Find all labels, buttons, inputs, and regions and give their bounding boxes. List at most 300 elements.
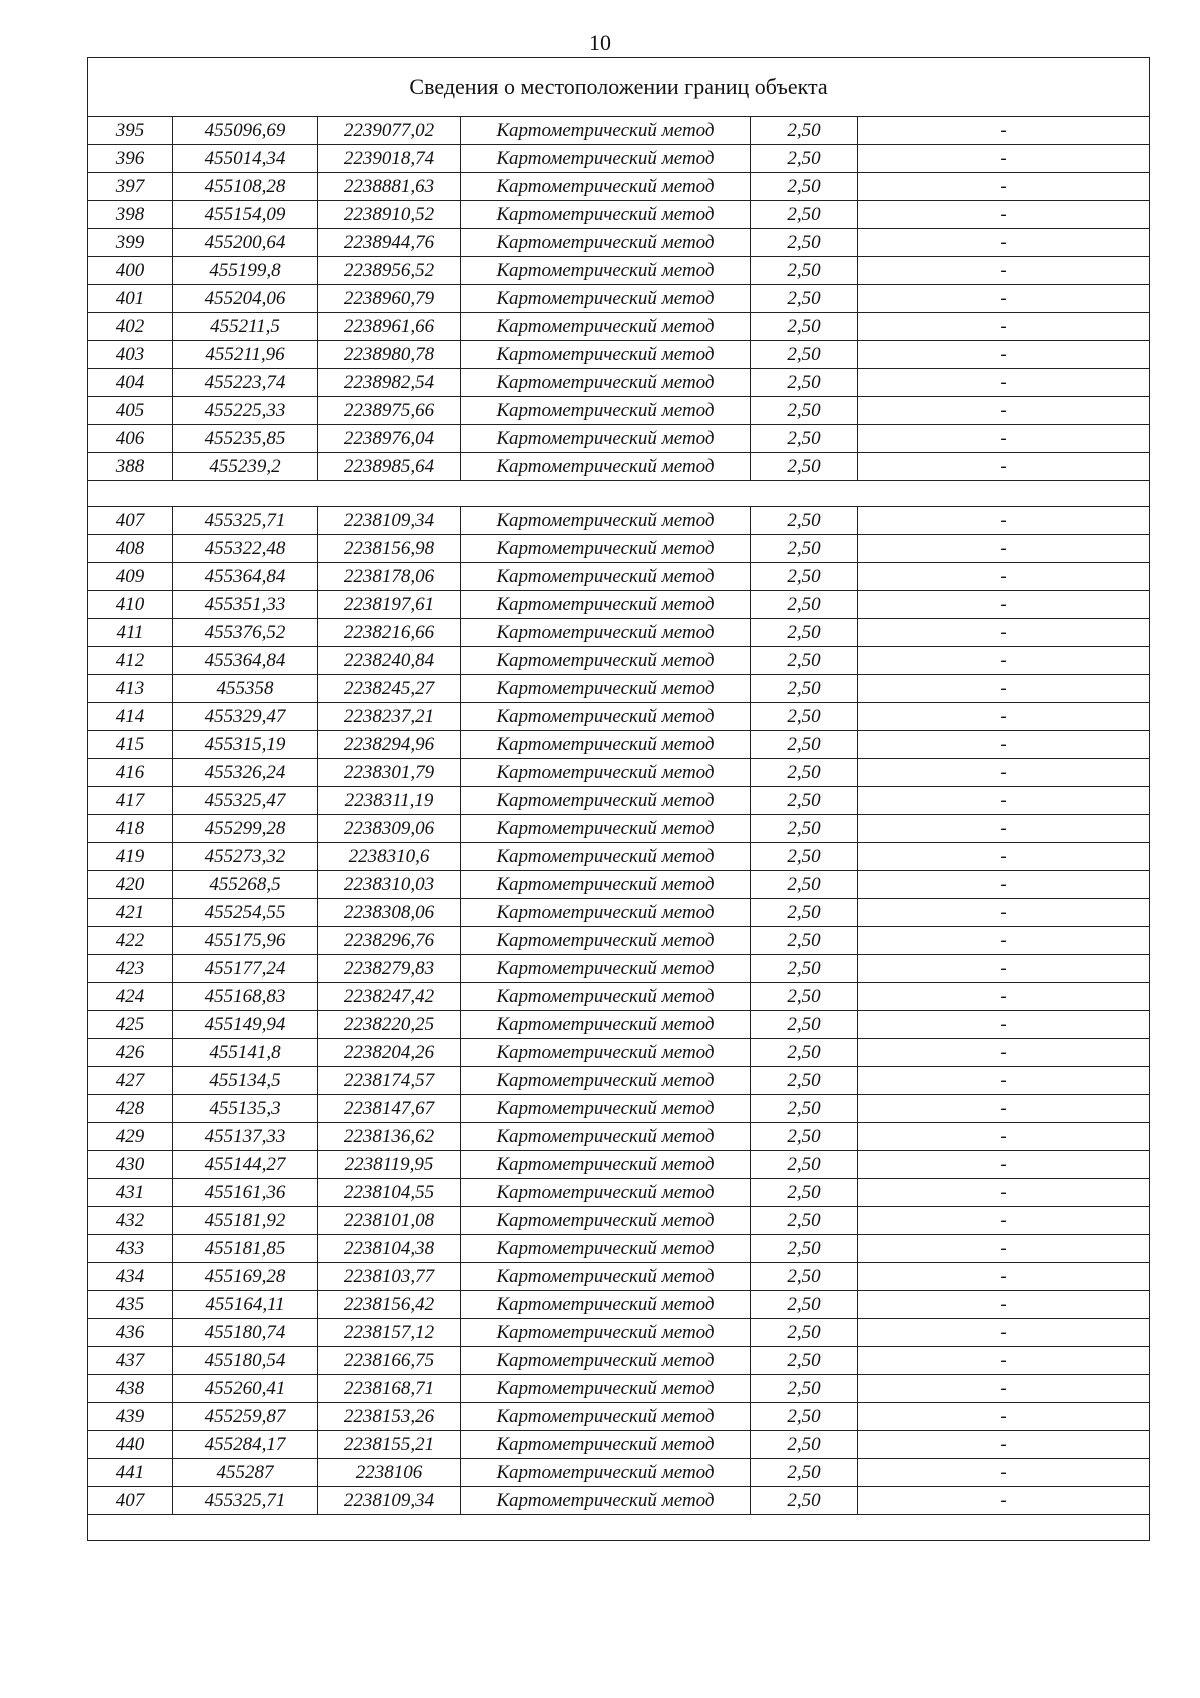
accuracy-cell: 2,50 [751, 453, 858, 481]
method-cell: Картометрический метод [461, 591, 751, 619]
x-coordinate-cell: 455364,84 [173, 563, 318, 591]
group-separator-cell [88, 481, 1150, 507]
y-coordinate-cell: 2238216,66 [318, 619, 461, 647]
point-number-cell: 397 [88, 173, 173, 201]
accuracy-cell: 2,50 [751, 285, 858, 313]
note-cell: - [858, 313, 1150, 341]
method-cell: Картометрический метод [461, 1151, 751, 1179]
method-cell: Картометрический метод [461, 703, 751, 731]
y-coordinate-cell: 2238279,83 [318, 955, 461, 983]
table-end-cell [88, 1515, 1150, 1541]
table-end-row [88, 1515, 1150, 1541]
accuracy-cell: 2,50 [751, 1319, 858, 1347]
note-cell: - [858, 507, 1150, 535]
note-cell: - [858, 591, 1150, 619]
x-coordinate-cell: 455329,47 [173, 703, 318, 731]
method-cell: Картометрический метод [461, 117, 751, 145]
method-cell: Картометрический метод [461, 843, 751, 871]
note-cell: - [858, 899, 1150, 927]
accuracy-cell: 2,50 [751, 201, 858, 229]
table-row [88, 647, 1150, 675]
y-coordinate-cell: 2238944,76 [318, 229, 461, 257]
table-row [88, 927, 1150, 955]
accuracy-cell: 2,50 [751, 983, 858, 1011]
note-cell: - [858, 257, 1150, 285]
method-cell: Картометрический метод [461, 899, 751, 927]
accuracy-cell: 2,50 [751, 173, 858, 201]
x-coordinate-cell: 455175,96 [173, 927, 318, 955]
y-coordinate-cell: 2238956,52 [318, 257, 461, 285]
x-coordinate-cell: 455315,19 [173, 731, 318, 759]
method-cell: Картометрический метод [461, 647, 751, 675]
point-number-cell: 422 [88, 927, 173, 955]
table-row [88, 369, 1150, 397]
point-number-cell: 403 [88, 341, 173, 369]
table-row [88, 173, 1150, 201]
x-coordinate-cell: 455096,69 [173, 117, 318, 145]
accuracy-cell: 2,50 [751, 1403, 858, 1431]
method-cell: Картометрический метод [461, 1039, 751, 1067]
method-cell: Картометрический метод [461, 341, 751, 369]
note-cell: - [858, 341, 1150, 369]
accuracy-cell: 2,50 [751, 1375, 858, 1403]
note-cell: - [858, 1095, 1150, 1123]
y-coordinate-cell: 2238296,76 [318, 927, 461, 955]
y-coordinate-cell: 2238104,38 [318, 1235, 461, 1263]
point-number-cell: 409 [88, 563, 173, 591]
x-coordinate-cell: 455284,17 [173, 1431, 318, 1459]
point-number-cell: 401 [88, 285, 173, 313]
method-cell: Картометрический метод [461, 229, 751, 257]
method-cell: Картометрический метод [461, 1403, 751, 1431]
x-coordinate-cell: 455181,85 [173, 1235, 318, 1263]
method-cell: Картометрический метод [461, 1431, 751, 1459]
note-cell: - [858, 815, 1150, 843]
point-number-cell: 423 [88, 955, 173, 983]
accuracy-cell: 2,50 [751, 619, 858, 647]
accuracy-cell: 2,50 [751, 1291, 858, 1319]
table-row [88, 257, 1150, 285]
note-cell: - [858, 871, 1150, 899]
table-row [88, 1375, 1150, 1403]
accuracy-cell: 2,50 [751, 1095, 858, 1123]
accuracy-cell: 2,50 [751, 1151, 858, 1179]
method-cell: Картометрический метод [461, 173, 751, 201]
method-cell: Картометрический метод [461, 759, 751, 787]
method-cell: Картометрический метод [461, 453, 751, 481]
table-row [88, 1403, 1150, 1431]
x-coordinate-cell: 455200,64 [173, 229, 318, 257]
method-cell: Картометрический метод [461, 1095, 751, 1123]
point-number-cell: 435 [88, 1291, 173, 1319]
table-row [88, 1347, 1150, 1375]
method-cell: Картометрический метод [461, 619, 751, 647]
accuracy-cell: 2,50 [751, 815, 858, 843]
x-coordinate-cell: 455180,74 [173, 1319, 318, 1347]
accuracy-cell: 2,50 [751, 369, 858, 397]
method-cell: Картометрический метод [461, 535, 751, 563]
y-coordinate-cell: 2238166,75 [318, 1347, 461, 1375]
table-row [88, 1487, 1150, 1515]
method-cell: Картометрический метод [461, 507, 751, 535]
table-row [88, 453, 1150, 481]
note-cell: - [858, 1459, 1150, 1487]
point-number-cell: 396 [88, 145, 173, 173]
point-number-cell: 415 [88, 731, 173, 759]
table-row [88, 815, 1150, 843]
point-number-cell: 436 [88, 1319, 173, 1347]
point-number-cell: 407 [88, 1487, 173, 1515]
note-cell: - [858, 397, 1150, 425]
boundary-coordinates-table [87, 57, 1150, 1541]
x-coordinate-cell: 455223,74 [173, 369, 318, 397]
note-cell: - [858, 703, 1150, 731]
point-number-cell: 408 [88, 535, 173, 563]
method-cell: Картометрический метод [461, 983, 751, 1011]
x-coordinate-cell: 455180,54 [173, 1347, 318, 1375]
note-cell: - [858, 425, 1150, 453]
accuracy-cell: 2,50 [751, 1431, 858, 1459]
x-coordinate-cell: 455268,5 [173, 871, 318, 899]
point-number-cell: 437 [88, 1347, 173, 1375]
note-cell: - [858, 1431, 1150, 1459]
note-cell: - [858, 1179, 1150, 1207]
note-cell: - [858, 1375, 1150, 1403]
accuracy-cell: 2,50 [751, 787, 858, 815]
point-number-cell: 398 [88, 201, 173, 229]
method-cell: Картометрический метод [461, 1011, 751, 1039]
note-cell: - [858, 201, 1150, 229]
accuracy-cell: 2,50 [751, 425, 858, 453]
table-row [88, 397, 1150, 425]
note-cell: - [858, 759, 1150, 787]
table-row [88, 313, 1150, 341]
note-cell: - [858, 647, 1150, 675]
accuracy-cell: 2,50 [751, 257, 858, 285]
method-cell: Картометрический метод [461, 731, 751, 759]
note-cell: - [858, 145, 1150, 173]
x-coordinate-cell: 455141,8 [173, 1039, 318, 1067]
x-coordinate-cell: 455325,47 [173, 787, 318, 815]
table-row [88, 535, 1150, 563]
method-cell: Картометрический метод [461, 1347, 751, 1375]
point-number-cell: 425 [88, 1011, 173, 1039]
point-number-cell: 426 [88, 1039, 173, 1067]
y-coordinate-cell: 2238109,34 [318, 1487, 461, 1515]
point-number-cell: 432 [88, 1207, 173, 1235]
y-coordinate-cell: 2238982,54 [318, 369, 461, 397]
note-cell: - [858, 1123, 1150, 1151]
table-row [88, 145, 1150, 173]
note-cell: - [858, 731, 1150, 759]
note-cell: - [858, 1207, 1150, 1235]
accuracy-cell: 2,50 [751, 731, 858, 759]
note-cell: - [858, 619, 1150, 647]
accuracy-cell: 2,50 [751, 1459, 858, 1487]
x-coordinate-cell: 455211,5 [173, 313, 318, 341]
accuracy-cell: 2,50 [751, 1179, 858, 1207]
y-coordinate-cell: 2238975,66 [318, 397, 461, 425]
table-row [88, 955, 1150, 983]
table-body [88, 58, 1150, 1541]
method-cell: Картометрический метод [461, 1123, 751, 1151]
accuracy-cell: 2,50 [751, 1347, 858, 1375]
x-coordinate-cell: 455137,33 [173, 1123, 318, 1151]
accuracy-cell: 2,50 [751, 675, 858, 703]
y-coordinate-cell: 2238156,42 [318, 1291, 461, 1319]
method-cell: Картометрический метод [461, 1459, 751, 1487]
table-row [88, 843, 1150, 871]
y-coordinate-cell: 2238910,52 [318, 201, 461, 229]
y-coordinate-cell: 2238309,06 [318, 815, 461, 843]
accuracy-cell: 2,50 [751, 229, 858, 257]
point-number-cell: 428 [88, 1095, 173, 1123]
accuracy-cell: 2,50 [751, 117, 858, 145]
y-coordinate-cell: 2238310,03 [318, 871, 461, 899]
table-row [88, 117, 1150, 145]
point-number-cell: 429 [88, 1123, 173, 1151]
y-coordinate-cell: 2238960,79 [318, 285, 461, 313]
accuracy-cell: 2,50 [751, 927, 858, 955]
y-coordinate-cell: 2238204,26 [318, 1039, 461, 1067]
note-cell: - [858, 1067, 1150, 1095]
y-coordinate-cell: 2238119,95 [318, 1151, 461, 1179]
point-number-cell: 406 [88, 425, 173, 453]
accuracy-cell: 2,50 [751, 563, 858, 591]
accuracy-cell: 2,50 [751, 843, 858, 871]
x-coordinate-cell: 455287 [173, 1459, 318, 1487]
x-coordinate-cell: 455144,27 [173, 1151, 318, 1179]
table-row [88, 1431, 1150, 1459]
x-coordinate-cell: 455299,28 [173, 815, 318, 843]
note-cell: - [858, 843, 1150, 871]
method-cell: Картометрический метод [461, 563, 751, 591]
table-row [88, 1151, 1150, 1179]
y-coordinate-cell: 2238237,21 [318, 703, 461, 731]
y-coordinate-cell: 2238310,6 [318, 843, 461, 871]
table-row [88, 1067, 1150, 1095]
x-coordinate-cell: 455169,28 [173, 1263, 318, 1291]
x-coordinate-cell: 455259,87 [173, 1403, 318, 1431]
point-number-cell: 400 [88, 257, 173, 285]
accuracy-cell: 2,50 [751, 341, 858, 369]
y-coordinate-cell: 2238155,21 [318, 1431, 461, 1459]
table-row [88, 201, 1150, 229]
y-coordinate-cell: 2238168,71 [318, 1375, 461, 1403]
table-row [88, 1319, 1150, 1347]
table-row [88, 983, 1150, 1011]
y-coordinate-cell: 2238240,84 [318, 647, 461, 675]
table-title-row [88, 58, 1150, 117]
y-coordinate-cell: 2238980,78 [318, 341, 461, 369]
method-cell: Картометрический метод [461, 1235, 751, 1263]
table-row [88, 1039, 1150, 1067]
x-coordinate-cell: 455325,71 [173, 1487, 318, 1515]
table-title: Сведения о местоположении границ объекта [88, 58, 1150, 117]
point-number-cell: 417 [88, 787, 173, 815]
method-cell: Картометрический метод [461, 927, 751, 955]
accuracy-cell: 2,50 [751, 507, 858, 535]
point-number-cell: 424 [88, 983, 173, 1011]
x-coordinate-cell: 455181,92 [173, 1207, 318, 1235]
table-row [88, 425, 1150, 453]
x-coordinate-cell: 455254,55 [173, 899, 318, 927]
x-coordinate-cell: 455364,84 [173, 647, 318, 675]
x-coordinate-cell: 455199,8 [173, 257, 318, 285]
method-cell: Картометрический метод [461, 1207, 751, 1235]
method-cell: Картометрический метод [461, 1291, 751, 1319]
accuracy-cell: 2,50 [751, 1487, 858, 1515]
table-row [88, 1263, 1150, 1291]
note-cell: - [858, 1487, 1150, 1515]
table-row [88, 1095, 1150, 1123]
table-row [88, 675, 1150, 703]
accuracy-cell: 2,50 [751, 1011, 858, 1039]
x-coordinate-cell: 455164,11 [173, 1291, 318, 1319]
table-row [88, 341, 1150, 369]
x-coordinate-cell: 455376,52 [173, 619, 318, 647]
y-coordinate-cell: 2238220,25 [318, 1011, 461, 1039]
point-number-cell: 402 [88, 313, 173, 341]
x-coordinate-cell: 455358 [173, 675, 318, 703]
x-coordinate-cell: 455134,5 [173, 1067, 318, 1095]
table-row [88, 1207, 1150, 1235]
method-cell: Картометрический метод [461, 1487, 751, 1515]
accuracy-cell: 2,50 [751, 591, 858, 619]
table-row [88, 591, 1150, 619]
point-number-cell: 427 [88, 1067, 173, 1095]
table-row [88, 563, 1150, 591]
note-cell: - [858, 535, 1150, 563]
y-coordinate-cell: 2238106 [318, 1459, 461, 1487]
x-coordinate-cell: 455168,83 [173, 983, 318, 1011]
point-number-cell: 405 [88, 397, 173, 425]
y-coordinate-cell: 2239018,74 [318, 145, 461, 173]
y-coordinate-cell: 2238157,12 [318, 1319, 461, 1347]
note-cell: - [858, 955, 1150, 983]
y-coordinate-cell: 2238197,61 [318, 591, 461, 619]
y-coordinate-cell: 2238104,55 [318, 1179, 461, 1207]
y-coordinate-cell: 2238245,27 [318, 675, 461, 703]
accuracy-cell: 2,50 [751, 397, 858, 425]
x-coordinate-cell: 455154,09 [173, 201, 318, 229]
point-number-cell: 416 [88, 759, 173, 787]
method-cell: Картометрический метод [461, 871, 751, 899]
table-row [88, 285, 1150, 313]
note-cell: - [858, 1151, 1150, 1179]
point-number-cell: 420 [88, 871, 173, 899]
accuracy-cell: 2,50 [751, 955, 858, 983]
point-number-cell: 413 [88, 675, 173, 703]
accuracy-cell: 2,50 [751, 647, 858, 675]
note-cell: - [858, 1291, 1150, 1319]
accuracy-cell: 2,50 [751, 703, 858, 731]
point-number-cell: 439 [88, 1403, 173, 1431]
group-separator-row [88, 481, 1150, 507]
table-row [88, 899, 1150, 927]
point-number-cell: 407 [88, 507, 173, 535]
table-row [88, 1459, 1150, 1487]
method-cell: Картометрический метод [461, 369, 751, 397]
method-cell: Картометрический метод [461, 787, 751, 815]
method-cell: Картометрический метод [461, 1067, 751, 1095]
y-coordinate-cell: 2238294,96 [318, 731, 461, 759]
y-coordinate-cell: 2238178,06 [318, 563, 461, 591]
accuracy-cell: 2,50 [751, 759, 858, 787]
point-number-cell: 388 [88, 453, 173, 481]
accuracy-cell: 2,50 [751, 313, 858, 341]
x-coordinate-cell: 455239,2 [173, 453, 318, 481]
accuracy-cell: 2,50 [751, 871, 858, 899]
point-number-cell: 410 [88, 591, 173, 619]
page-number: 10 [589, 30, 611, 55]
accuracy-cell: 2,50 [751, 1207, 858, 1235]
x-coordinate-cell: 455149,94 [173, 1011, 318, 1039]
note-cell: - [858, 453, 1150, 481]
method-cell: Картометрический метод [461, 145, 751, 173]
y-coordinate-cell: 2238103,77 [318, 1263, 461, 1291]
point-number-cell: 433 [88, 1235, 173, 1263]
point-number-cell: 418 [88, 815, 173, 843]
x-coordinate-cell: 455211,96 [173, 341, 318, 369]
table-row [88, 1235, 1150, 1263]
y-coordinate-cell: 2238961,66 [318, 313, 461, 341]
point-number-cell: 430 [88, 1151, 173, 1179]
point-number-cell: 412 [88, 647, 173, 675]
method-cell: Картометрический метод [461, 313, 751, 341]
note-cell: - [858, 927, 1150, 955]
point-number-cell: 441 [88, 1459, 173, 1487]
note-cell: - [858, 675, 1150, 703]
x-coordinate-cell: 455326,24 [173, 759, 318, 787]
note-cell: - [858, 1039, 1150, 1067]
note-cell: - [858, 1235, 1150, 1263]
method-cell: Картометрический метод [461, 1263, 751, 1291]
note-cell: - [858, 787, 1150, 815]
y-coordinate-cell: 2238247,42 [318, 983, 461, 1011]
table-row [88, 759, 1150, 787]
y-coordinate-cell: 2238153,26 [318, 1403, 461, 1431]
accuracy-cell: 2,50 [751, 1123, 858, 1151]
y-coordinate-cell: 2238147,67 [318, 1095, 461, 1123]
y-coordinate-cell: 2238985,64 [318, 453, 461, 481]
y-coordinate-cell: 2238301,79 [318, 759, 461, 787]
note-cell: - [858, 1319, 1150, 1347]
method-cell: Картометрический метод [461, 675, 751, 703]
accuracy-cell: 2,50 [751, 145, 858, 173]
y-coordinate-cell: 2238156,98 [318, 535, 461, 563]
point-number-cell: 440 [88, 1431, 173, 1459]
point-number-cell: 414 [88, 703, 173, 731]
y-coordinate-cell: 2238881,63 [318, 173, 461, 201]
x-coordinate-cell: 455161,36 [173, 1179, 318, 1207]
accuracy-cell: 2,50 [751, 1067, 858, 1095]
point-number-cell: 411 [88, 619, 173, 647]
method-cell: Картометрический метод [461, 815, 751, 843]
method-cell: Картометрический метод [461, 397, 751, 425]
note-cell: - [858, 1403, 1150, 1431]
table-row [88, 1291, 1150, 1319]
y-coordinate-cell: 2238101,08 [318, 1207, 461, 1235]
table-row [88, 1123, 1150, 1151]
table-row [88, 871, 1150, 899]
note-cell: - [858, 1263, 1150, 1291]
y-coordinate-cell: 2238308,06 [318, 899, 461, 927]
x-coordinate-cell: 455177,24 [173, 955, 318, 983]
y-coordinate-cell: 2238174,57 [318, 1067, 461, 1095]
accuracy-cell: 2,50 [751, 1039, 858, 1067]
point-number-cell: 399 [88, 229, 173, 257]
